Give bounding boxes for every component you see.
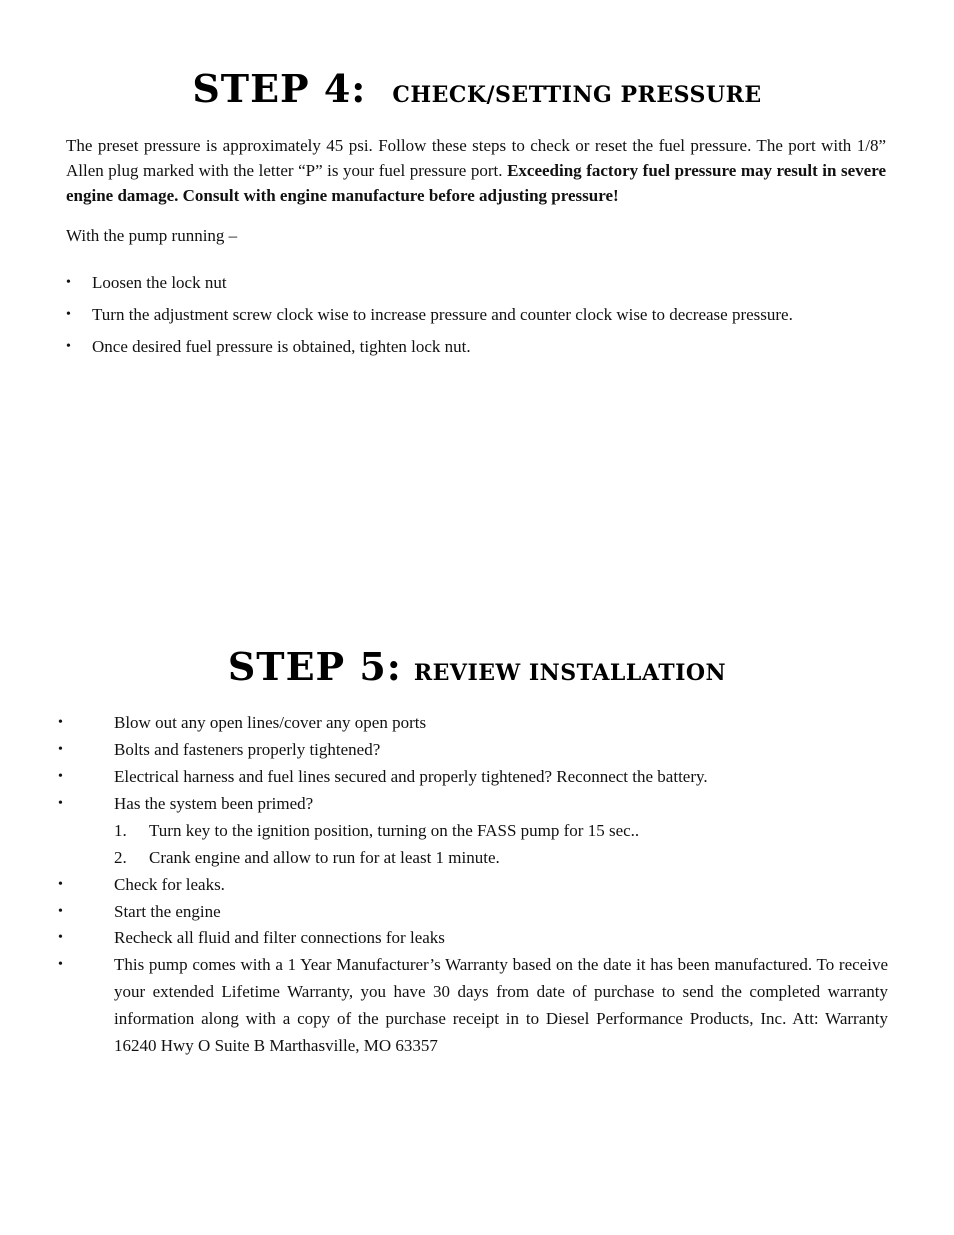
bullet-icon: • (66, 275, 71, 290)
bullet-icon: • (58, 957, 63, 972)
list-item-text: Recheck all fluid and filter connections for leaks (114, 928, 445, 947)
bullet-icon: • (58, 930, 63, 945)
step-5-heading (0, 644, 954, 689)
list-item-text: Bolts and fasteners properly tightened? (114, 740, 381, 759)
bullet-icon: • (58, 742, 63, 757)
list-item-text: Check for leaks. (114, 875, 225, 894)
step-4-intro (66, 133, 886, 208)
warranty-text: This pump comes with a 1 Year Manufacturer’s Warranty based on the date it has been manufactured. To receive your extended Lifetime Warranty, you have 30 days from date of purchase to send the completed warranty information along with a copy of the purchase receipt in to Diesel Performance Products, Inc. Att: Warranty 16240 Hwy O Suite B Marthasville, MO 63357 (114, 955, 888, 1055)
bullet-icon: • (58, 904, 63, 919)
list-item-text: Start the engine (114, 902, 221, 921)
bullet-icon: • (58, 877, 63, 892)
intro-warning: Exceeding factory fuel pressure may result in severe engine damage. Consult with engine manufacture before adjusting pressure! (66, 161, 886, 205)
step-4-subtitle: CHECK/SETTING PRESSURE (392, 82, 762, 108)
step-4-title: STEP 4: (192, 66, 367, 111)
running-line: With the pump running – (66, 226, 238, 245)
step-5-subtitle: REVIEW INSTALLATION (413, 660, 727, 686)
bullet-icon: • (58, 715, 63, 730)
bullet-icon: • (58, 796, 63, 811)
list-item-text: Blow out any open lines/cover any open ports (114, 713, 427, 732)
list-item-text: Has the system been primed? (114, 794, 314, 813)
numbered-item-text: Crank engine and allow to run for at least 1 minute. (149, 848, 500, 867)
step-5-title: STEP 5: (227, 644, 402, 689)
bullet-icon: • (66, 307, 71, 322)
list-item-text: Loosen the lock nut (92, 273, 227, 292)
list-item-text: Electrical harness and fuel lines secured and properly tightened? Reconnect the battery. (114, 767, 708, 786)
item-number: 1. (114, 821, 127, 840)
step-4-heading (0, 66, 954, 111)
list-item-text: Turn the adjustment screw clock wise to increase pressure and counter clock wise to decrease pressure. (92, 305, 793, 324)
bullet-icon: • (58, 769, 63, 784)
bullet-icon: • (66, 339, 71, 354)
list-item-text: Once desired fuel pressure is obtained, tighten lock nut. (92, 337, 471, 356)
intro-text: The preset pressure is approximately 45 psi. Follow these steps to check or reset the fuel pressure. The port with 1/8” Allen plug marked with the letter “P” is your fuel pressure port. (66, 136, 886, 180)
numbered-item-text: Turn key to the ignition position, turning on the FASS pump for 15 sec.. (149, 821, 640, 840)
item-number: 2. (114, 848, 127, 867)
